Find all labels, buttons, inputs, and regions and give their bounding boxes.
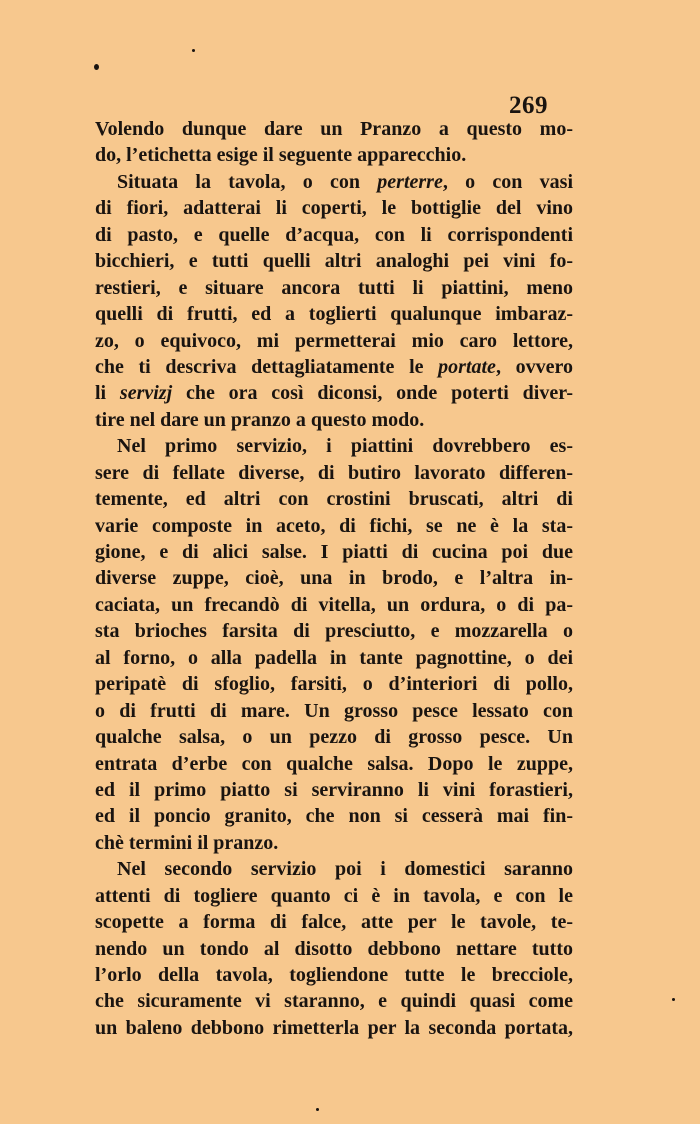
text-line: un baleno debbono rimetterla per la seconda portata,: [95, 1016, 573, 1039]
text-line: di pasto, e quelle d’acqua, con li corrispondenti: [95, 223, 573, 246]
text-line: nendo un tondo al disotto debbono nettare tutto: [95, 937, 573, 960]
page-text: [95, 116, 573, 1041]
text-line: Situata la tavola, o con perterre, o con vasi: [117, 170, 573, 193]
text-line: restieri, e situare ancora tutti li piattini, meno: [95, 276, 573, 299]
text-line: ed il primo piatto si serviranno li vini forastieri,: [95, 778, 573, 801]
text-line: bicchieri, e tutti quelli altri analoghi pei vini fo-: [95, 250, 573, 273]
text-line: sere di fellate diverse, di butiro lavorato differen-: [95, 461, 573, 484]
text-line: l’orlo della tavola, togliendone tutte le brecciole,: [95, 964, 573, 986]
scan-speck: [672, 998, 675, 1001]
text-line: li servizj che ora così diconsi, onde poterti diver-: [95, 382, 573, 405]
text-line: do, l’etichetta esige il seguente apparecchio.: [95, 144, 467, 167]
text-line: Volendo dunque dare un Pranzo a questo mo-: [95, 118, 573, 140]
text-line: ed il poncio granito, che non si cesserà mai fin-: [95, 805, 573, 828]
text-line: tire nel dare un pranzo a questo modo.: [95, 408, 425, 431]
text-line: attenti di togliere quanto ci è in tavola, e con le: [95, 884, 573, 907]
scan-speck: [192, 49, 195, 52]
text-line: temente, ed altri con crostini bruscati, altri di: [95, 488, 573, 511]
text-line: o di frutti di mare. Un grosso pesce lessato con: [95, 699, 573, 722]
page-number: 269: [509, 92, 548, 119]
text-line: Nel primo servizio, i piattini dovrebbero es-: [117, 435, 573, 458]
text-line: zo, o equivoco, mi permetterai mio caro lettore,: [95, 329, 573, 352]
text-line: gione, e di alici salse. I piatti di cucina poi due: [95, 541, 573, 563]
text-line: Nel secondo servizio poi i domestici saranno: [117, 858, 573, 881]
scan-speck: [316, 1108, 319, 1111]
text-line: quelli di frutti, ed a toglierti qualunque imbaraz-: [95, 303, 573, 326]
text-line: varie composte in aceto, di fichi, se ne è la sta-: [95, 514, 573, 537]
text-line: che sicuramente vi staranno, e quindi quasi come: [95, 990, 573, 1013]
text-line: qualche salsa, o un pezzo di grosso pesce. Un: [95, 726, 573, 749]
text-line: diverse zuppe, cioè, una in brodo, e l’altra in-: [95, 567, 573, 590]
text-line: al forno, o alla padella in tante pagnottine, o dei: [95, 646, 573, 669]
text-line: entrata d’erbe con qualche salsa. Dopo le zuppe,: [95, 752, 573, 775]
text-line: caciata, un frecandò di vitella, un ordura, o di pa-: [95, 593, 573, 616]
text-line: scopette a forma di falce, atte per le tavole, te-: [95, 911, 573, 934]
scan-speck: [94, 64, 99, 70]
text-line: chè termini il pranzo.: [95, 831, 279, 854]
text-line: sta brioches farsita di presciutto, e mozzarella o: [95, 620, 573, 643]
text-line: di fiori, adatterai li coperti, le bottiglie del vino: [95, 197, 573, 220]
text-line: peripatè di sfoglio, farsiti, o d’interiori di pollo,: [95, 673, 573, 696]
text-line: che ti descriva dettagliatamente le portate, ovvero: [95, 355, 573, 378]
